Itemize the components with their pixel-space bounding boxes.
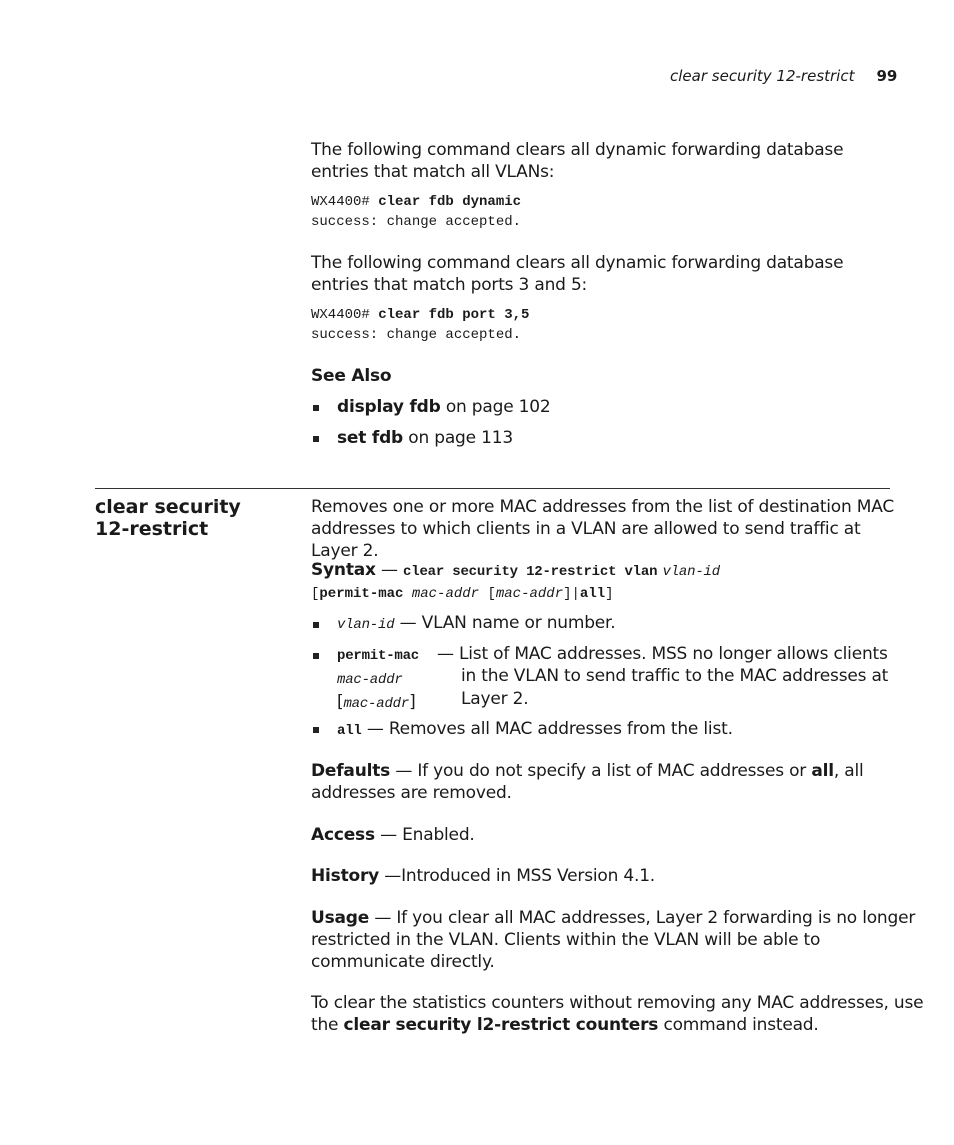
defaults-line-1: Defaults — If you do not specify a list of MAC addresses or all, all xyxy=(311,761,864,781)
cli-prompt: WX4400# xyxy=(311,194,370,210)
cli-command: clear fdb dynamic xyxy=(378,194,522,210)
bullet-icon xyxy=(313,727,319,733)
note-line-1: To clear the statistics counters without removing any MAC addresses, use xyxy=(311,993,924,1013)
syntax-arg: vlan-id xyxy=(662,564,720,580)
param-permit-mac-desc-3: Layer 2. xyxy=(461,689,529,709)
history-label: History xyxy=(311,866,380,886)
see-also-item: display fdb on page 102 xyxy=(337,397,551,417)
access-line: Access — Enabled. xyxy=(311,825,475,845)
defaults-label: Defaults xyxy=(311,761,391,781)
usage-line-1: Usage — If you clear all MAC addresses, Layer 2 forwarding is no longer xyxy=(311,908,916,928)
example-1-intro: The following command clears all dynamic forwarding database entries that match all VLANs: xyxy=(311,140,844,182)
param-permit-mac-name: permit-mac mac-addr [mac-addr] xyxy=(337,648,420,712)
see-also-heading: See Also xyxy=(311,366,392,386)
cli-command: clear fdb port 3,5 xyxy=(378,307,530,323)
example-2-command-line xyxy=(311,305,529,326)
running-header xyxy=(670,67,897,85)
page-number: 99 xyxy=(876,67,898,85)
history-line: History —Introduced in MSS Version 4.1. xyxy=(311,866,656,886)
param-permit-mac-desc-1: — List of MAC addresses. MSS no longer allows clients xyxy=(437,644,888,664)
param-vlan-id: vlan-id — VLAN name or number. xyxy=(337,613,616,633)
syntax-line-2: [permit-mac mac-addr [mac-addr]|all] xyxy=(311,586,614,602)
param-all: all — Removes all MAC addresses from the list. xyxy=(337,719,733,739)
bullet-icon xyxy=(313,622,319,628)
defaults-line-2: addresses are removed. xyxy=(311,783,512,803)
bullet-icon xyxy=(313,405,319,411)
section-description: Removes one or more MAC addresses from the list of destination MAC addresses to which clients in a VLAN are allowed to send traffic at Layer 2. xyxy=(311,497,895,561)
header-title: clear security 12-restrict xyxy=(670,67,855,85)
syntax-line: Syntax — clear security 12-restrict vlan vlan-id xyxy=(311,560,720,580)
note-line-2: the clear security l2-restrict counters command instead. xyxy=(311,1015,819,1035)
example-2-intro: The following command clears all dynamic forwarding database entries that match ports 3 and 5: xyxy=(311,253,844,295)
syntax-command: clear security 12-restrict vlan xyxy=(403,564,658,580)
see-also-link[interactable]: set fdb xyxy=(337,428,404,448)
usage-label: Usage xyxy=(311,908,370,928)
bullet-icon xyxy=(313,653,319,659)
example-2-response: success: change accepted. xyxy=(311,327,522,343)
example-1-command-line xyxy=(311,192,521,213)
usage-line-2: restricted in the VLAN. Clients within the VLAN will be able to xyxy=(311,930,821,950)
see-also-link[interactable]: display fdb xyxy=(337,397,441,417)
note-command-link[interactable]: clear security l2-restrict counters xyxy=(343,1015,659,1035)
cli-prompt: WX4400# xyxy=(311,307,370,323)
usage-line-3: communicate directly. xyxy=(311,952,495,972)
syntax-label: Syntax xyxy=(311,560,376,580)
section-title: clear security 12-restrict xyxy=(95,496,241,540)
bullet-icon xyxy=(313,436,319,442)
param-permit-mac-desc-2: in the VLAN to send traffic to the MAC addresses at xyxy=(461,666,889,686)
see-also-item: set fdb on page 113 xyxy=(337,428,513,448)
section-divider xyxy=(95,488,890,489)
example-1-response: success: change accepted. xyxy=(311,214,522,230)
access-label: Access xyxy=(311,825,375,845)
